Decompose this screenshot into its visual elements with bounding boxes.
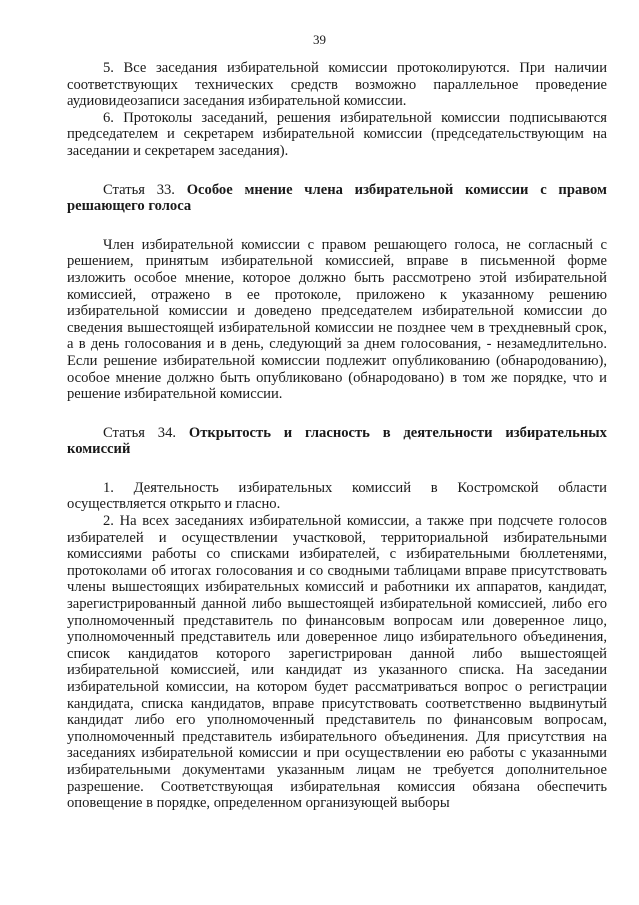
paragraph-2-attendance: 2. На всех заседаниях избирательной комиссии, а также при подсчете голосов избирателей и осуществлении участковой, территориальной избирательными комиссиями работы со списками избирателей, с избирательными бюллетенями, протоколами об итогах голосования и со сводными таблицами вправе присутствовать члены вышестоящих избирательных комиссий и работники их аппаратов, кандидат, зарегистрированный данной либо вышестоящей избирательной комиссией, либо его уполномоченный представитель по финансовым вопросам или доверенное лицо, уполномоченный представитель или доверенное лицо избирательного объединения, список кандидатов которого зарегистрирован данной либо вышестоящей избирательной комиссией, или кандидат из указанного списка. На заседании избирательной комиссии, на котором будет рассматриваться вопрос о регистрации кандидата, списка кандидатов, вправе присутствовать соответственно выдвинутый кандидат либо его уполномоченный представитель по финансовым вопросам, уполномоченный представитель избирательного объединения. Для присутствия на заседаниях избирательной комиссии и при осуществлении ею работы с указанными избирательными документами указанным лицам не требуется дополнительное разрешение. Соответствующая избирательная комиссия обязана обеспечить оповещение в порядке, определенном организующей выборы — [67, 513, 607, 812]
article-title: Открытость и гласность в деятельности избирательных комиссий — [67, 424, 607, 458]
paragraph-1-openness: 1. Деятельность избирательных комиссий в Костромской области осуществляется открыто и гласно. — [67, 479, 607, 513]
article-34-heading — [67, 425, 607, 458]
article-number: Статья 34. — [103, 424, 177, 441]
paragraph-5-protocols: 5. Все заседания избирательной комиссии протоколируются. При наличии соответствующих технических средств возможно параллельное проведение аудиовидеозаписи заседания избирательной комиссии. — [67, 60, 607, 110]
article-33-heading — [67, 182, 607, 215]
article-number: Статья 33. — [103, 181, 175, 198]
paragraph-dissenting-opinion: Член избирательной комиссии с правом решающего голоса, не согласный с решением, принятым избирательной комиссией, вправе в письменной форме изложить особое мнение, которое должно быть рассмотрено этой избирательной комиссией, отражено в ее протоколе, приложено к указанному решению избирательной комиссии и доведено председателем избирательной комиссии до сведения вышестоящей избирательной комиссии не позднее чем в трехдневный срок, а в день голосования и в день, следующий за днем голосования, - незамедлительно. Если решение избирательной комиссии подлежит опубликованию (обнародованию), особое мнение должно быть опубликовано (обнародовано) в том же порядке, что и решение избирательной комиссии. — [67, 236, 607, 403]
document-body — [67, 60, 607, 812]
page-number: 39 — [313, 32, 326, 47]
paragraph-6-signatures: 6. Протоколы заседаний, решения избирательной комиссии подписываются председателем и секретарем избирательной комиссии (председательствующим на заседании и секретарем заседания). — [67, 109, 607, 159]
article-title: Особое мнение члена избирательной комиссии с правом решающего голоса — [67, 181, 607, 215]
